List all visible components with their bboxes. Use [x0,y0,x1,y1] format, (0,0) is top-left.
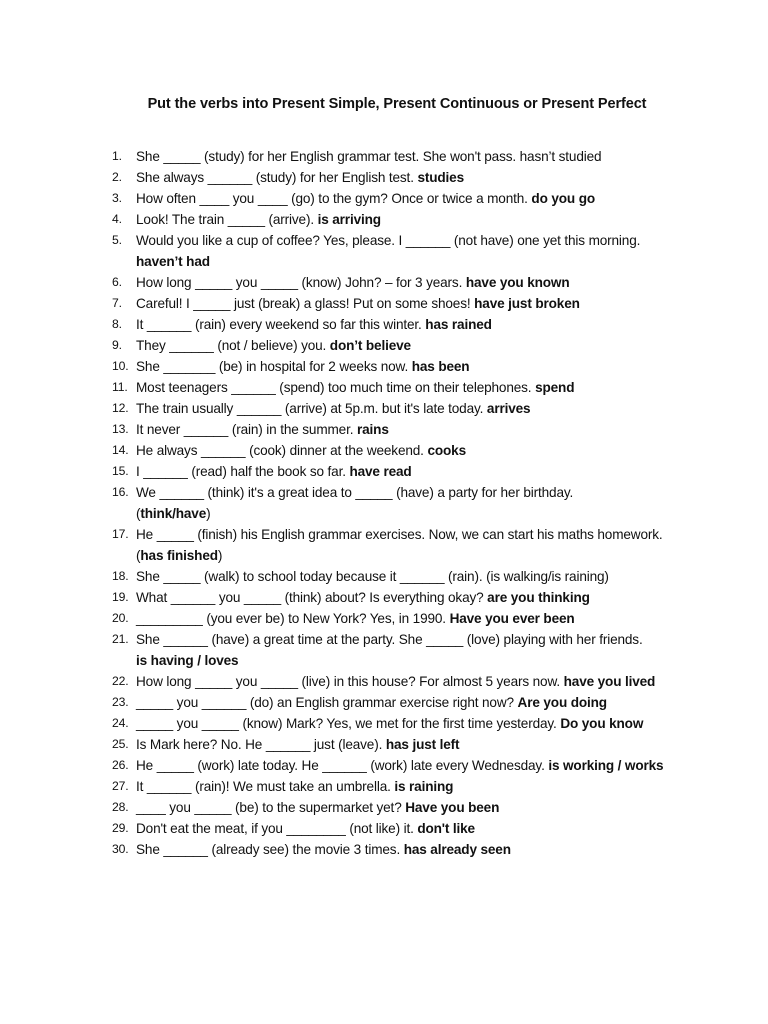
exercise-item [112,755,678,776]
exercise-item [112,629,678,671]
exercise-item [112,440,678,461]
exercise-number: 27. [112,779,129,793]
exercise-answer-wrap [386,737,460,752]
exercise-answer-wrap [357,422,389,437]
exercise-item [112,146,678,167]
exercise-number: 18. [112,569,129,583]
exercise-answer: is working / works [548,758,664,773]
exercise-answer-wrap [548,758,663,773]
exercise-answer-wrap [412,359,470,374]
exercise-item [112,818,678,839]
exercise-number: 2. [112,170,122,184]
exercise-answer-wrap [564,674,656,689]
exercise-answer-wrap [136,650,678,671]
exercise-answer-wrap [330,338,411,353]
exercise-answer: is having / loves [136,653,239,668]
exercise-item [112,356,678,377]
exercise-item [112,230,678,272]
exercise-number: 5. [112,233,122,247]
exercise-answer: haven’t had [136,254,210,269]
exercise-number: 21. [112,632,129,646]
exercise-question: What ______ you _____ (think) about? Is everything okay? [136,590,488,605]
exercise-item [112,293,678,314]
exercise-question: How long _____ you _____ (live) in this house? For almost 5 years now. [136,674,564,689]
exercise-answer-wrap [404,842,511,857]
exercise-question: Careful! I _____ just (break) a glass! Put on some shoes! [136,296,475,311]
exercise-list [112,146,678,860]
answer-open-paren: ( [136,506,141,521]
exercise-item [112,272,678,293]
exercise-answer: has finished [140,548,218,563]
exercise-question: She always ______ (study) for her English test. [136,170,418,185]
exercise-question: Would you like a cup of coffee? Yes, please. I ______ (not have) one yet this morning. [136,233,641,248]
exercise-answer: has already seen [403,842,511,857]
exercise-number: 28. [112,800,129,814]
exercise-number: 15. [112,464,129,478]
exercise-number: 29. [112,821,129,835]
exercise-answer-wrap [318,212,381,227]
exercise-number: 22. [112,674,129,688]
exercise-number: 11. [112,380,128,394]
exercise-question: I ______ (read) half the book so far. [136,464,350,479]
exercise-answer-wrap [531,191,595,206]
exercise-answer: Are you doing [517,695,607,710]
exercise-question: We ______ (think) it's a great idea to _____ (have) a party for her birthday. [136,485,574,500]
exercise-answer-wrap [560,716,643,731]
exercise-answer: don’t believe [329,338,411,353]
exercise-item [112,314,678,335]
exercise-number: 16. [112,485,129,499]
exercise-item [112,608,678,629]
exercise-answer-wrap [405,800,499,815]
exercise-answer-wrap [136,503,678,524]
exercise-answer-wrap [535,380,574,395]
exercise-question: She ______ (already see) the movie 3 times. [136,842,404,857]
exercise-item [112,188,678,209]
exercise-answer-wrap [425,317,492,332]
exercise-answer-wrap [518,695,607,710]
exercise-question: He _____ (work) late today. He ______ (work) late every Wednesday. [136,758,549,773]
exercise-question: She _______ (be) in hospital for 2 weeks now. [136,359,412,374]
exercise-question: She _____ (study) for her English grammar test. She won't pass. hasn’t studied [136,149,602,164]
exercise-number: 24. [112,716,129,730]
exercise-answer: has just left [385,737,460,752]
exercise-question: The train usually ______ (arrive) at 5p.m. but it's late today. [136,401,487,416]
exercise-number: 7. [112,296,122,310]
exercise-answer-wrap [394,779,453,794]
exercise-number: 3. [112,191,122,205]
exercise-answer: do you go [531,191,596,206]
exercise-question: ____ you _____ (be) to the supermarket yet? [136,800,406,815]
exercise-question: Look! The train _____ (arrive). [136,212,318,227]
exercise-number: 13. [112,422,129,436]
exercise-number: 25. [112,737,129,751]
exercise-question: He always ______ (cook) dinner at the weekend. [136,443,428,458]
exercise-item [112,692,678,713]
exercise-question: _____ you _____ (know) Mark? Yes, we met for the first time yesterday. [136,716,561,731]
exercise-number: 30. [112,842,129,856]
exercise-question: How often ____ you ____ (go) to the gym? Once or twice a month. [136,191,532,206]
exercise-question: They ______ (not / believe) you. [136,338,330,353]
exercise-answer: Do you know [560,716,644,731]
exercise-answer: is arriving [317,212,381,227]
exercise-item [112,797,678,818]
exercise-item [112,587,678,608]
exercise-item [112,461,678,482]
exercise-number: 23. [112,695,129,709]
exercise-item [112,776,678,797]
exercise-answer: has rained [425,317,492,332]
exercise-question: It ______ (rain)! We must take an umbrella. [136,779,395,794]
exercise-item [112,398,678,419]
exercise-answer-wrap [417,170,464,185]
exercise-question: It ______ (rain) every weekend so far this winter. [136,317,426,332]
exercise-answer-wrap [450,611,575,626]
exercise-number: 17. [112,527,129,541]
exercise-item [112,167,678,188]
answer-close-paren: ) [206,506,211,521]
exercise-number: 1. [112,149,122,163]
exercise-number: 10. [112,359,129,373]
exercise-answer: rains [356,422,389,437]
exercise-number: 20. [112,611,129,625]
answer-close-paren: ) [217,548,223,563]
worksheet-title: Put the verbs into Present Simple, Present Continuous or Present Perfect [147,96,647,112]
exercise-item [112,839,678,860]
exercise-question: He _____ (finish) his English grammar exercises. Now, we can start his maths homework. [136,527,663,542]
exercise-number: 8. [112,317,122,331]
exercise-answer: has been [411,359,470,374]
exercise-number: 19. [112,590,129,604]
exercise-question: She ______ (have) a great time at the party. She _____ (love) playing with her friends. [136,632,643,647]
exercise-question: How long _____ you _____ (know) John? – for 3 years. [136,275,466,290]
exercise-answer: cooks [427,443,466,458]
answer-open-paren: ( [136,548,141,563]
exercise-item [112,482,678,524]
exercise-number: 12. [112,401,129,415]
exercise-number: 14. [112,443,129,457]
exercise-item [112,209,678,230]
exercise-answer: think/have [140,506,207,521]
exercise-number: 6. [112,275,122,289]
exercise-answer-wrap [136,251,678,272]
exercise-answer-wrap [487,590,590,605]
exercise-item [112,671,678,692]
exercise-answer: have just broken [474,296,580,311]
exercise-answer-wrap [136,548,222,563]
exercise-number: 9. [112,338,122,352]
exercise-question: _____ you ______ (do) an English grammar exercise right now? [136,695,518,710]
exercise-question: Don't eat the meat, if you ________ (not like) it. [136,821,418,836]
exercise-item [112,734,678,755]
exercise-question: She _____ (walk) to school today because it ______ (rain). (is walking/is raining) [136,569,609,584]
exercise-answer: don't like [417,821,475,836]
exercise-answer: arrives [486,401,531,416]
exercise-item [112,713,678,734]
exercise-item [112,335,678,356]
exercise-answer-wrap [417,821,475,836]
exercise-item [112,377,678,398]
exercise-answer: spend [535,380,575,395]
exercise-question: Most teenagers ______ (spend) too much time on their telephones. [136,380,536,395]
exercise-answer: Have you ever been [449,611,575,626]
exercise-answer-wrap [466,275,570,290]
exercise-item [112,524,678,566]
exercise-answer: have you known [465,275,570,290]
exercise-answer: studies [417,170,464,185]
exercise-answer-wrap [474,296,580,311]
exercise-answer: have you lived [563,674,656,689]
exercise-item [112,419,678,440]
exercise-answer: is raining [394,779,454,794]
exercise-answer-wrap [427,443,466,458]
exercise-answer-wrap [487,401,531,416]
exercise-number: 4. [112,212,122,226]
exercise-answer: have read [349,464,412,479]
exercise-item [112,566,678,587]
exercise-answer: Have you been [405,800,500,815]
exercise-answer: are you thinking [487,590,590,605]
exercise-question: _________ (you ever be) to New York? Yes, in 1990. [136,611,450,626]
exercise-question: Is Mark here? No. He ______ just (leave). [136,737,386,752]
exercise-answer-wrap [349,464,411,479]
exercise-number: 26. [112,758,129,772]
exercise-question: It never ______ (rain) in the summer. [136,422,357,437]
